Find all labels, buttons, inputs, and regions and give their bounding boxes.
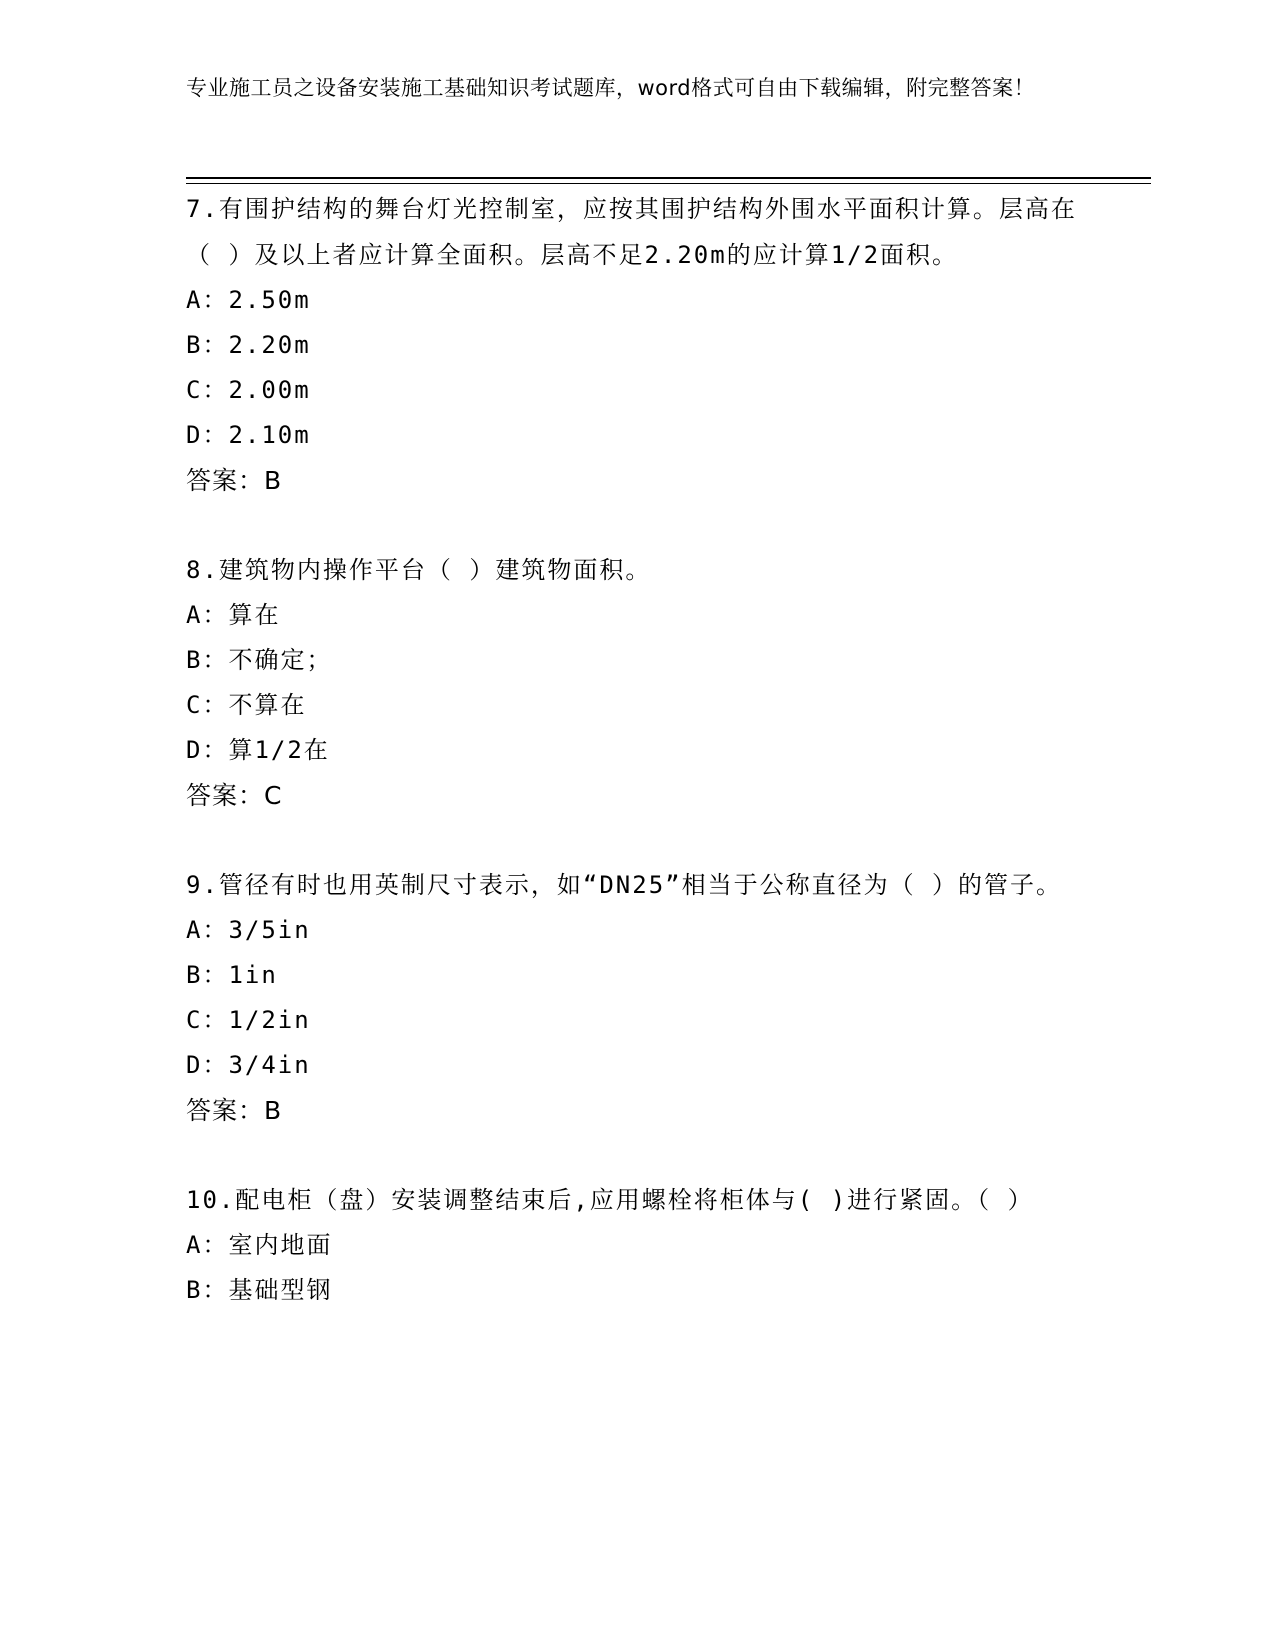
question-9 (186, 862, 1086, 1133)
option-c: C：不算在 (186, 691, 307, 719)
option-c: C：1/2in (186, 1006, 311, 1034)
option-b: B：2.20m (186, 331, 311, 359)
option-d: D：3/4in (186, 1051, 311, 1079)
header-divider-thick (186, 177, 1151, 179)
question-7 (186, 186, 1086, 503)
question-text: 10.配电柜（盘）安装调整结束后,应用螺栓将柜体与( )进行紧固。（ ） (186, 1186, 1034, 1214)
option-a: A：2.50m (186, 286, 311, 314)
option-d: D：2.10m (186, 421, 311, 449)
document-title: 专业施工员之设备安装施工基础知识考试题库，word格式可自由下载编辑，附完整答案！ (186, 76, 1036, 100)
option-a: A：算在 (186, 601, 281, 629)
option-c: C：2.00m (186, 376, 311, 404)
question-8 (186, 547, 1086, 818)
question-text: 9.管径有时也用英制尺寸表示，如“DN25”相当于公称直径为（ ）的管子。 (186, 871, 1063, 899)
option-a: A：室内地面 (186, 1231, 333, 1259)
answer: 答案：B (186, 466, 283, 495)
option-b: B：基础型钢 (186, 1276, 333, 1304)
option-d: D：算1/2在 (186, 736, 330, 764)
header-divider-thin (186, 183, 1151, 184)
document-header (186, 72, 1066, 105)
answer: 答案：B (186, 1096, 283, 1125)
question-10 (186, 1177, 1086, 1313)
question-text: 8.建筑物内操作平台（ ）建筑物面积。 (186, 556, 652, 584)
question-list (186, 186, 1086, 1357)
option-b: B：1in (186, 961, 278, 989)
question-text: 7.有围护结构的舞台灯光控制室，应按其围护结构外围水平面积计算。层高在（ ）及以上者应计算全面积。层高不足2.20m的应计算1/2面积。 (186, 195, 1077, 269)
option-a: A：3/5in (186, 916, 311, 944)
option-b: B：不确定； (186, 646, 333, 674)
answer: 答案：C (186, 781, 283, 810)
